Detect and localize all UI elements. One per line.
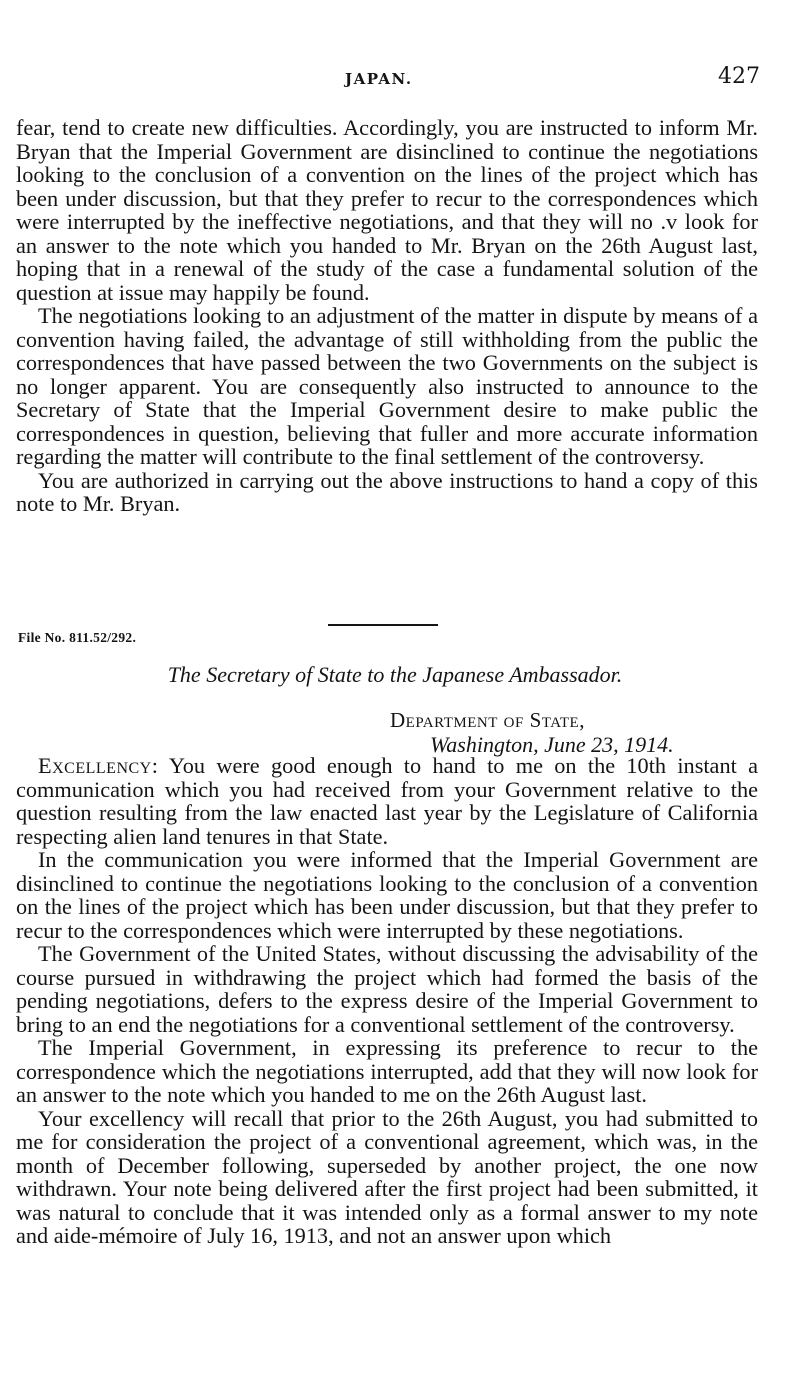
letter-body [16,754,758,1248]
paragraph: In the communication you were informed that the Imperial Government are disinclined to continue the negotiations looking to the conclusion of a convention on the lines of the project which has been under discussion, but that they prefer to recur to the correspondences which were interrupted by these negotiations. [16,847,758,943]
paragraph: You are authorized in carrying out the above instructions to hand a copy of this note to Mr. Bryan. [16,467,758,516]
opening-paragraph [16,754,758,848]
paragraph: The Imperial Government, in expressing its preference to recur to the correspondence which the negotiations interrupted, add that they will now look for an answer to the note which you handed to me on the 26th August last. [16,1035,758,1107]
dateline: Washington, June 23, 1914. [430,732,674,757]
paragraph: Your excellency will recall that prior to the 26th August, you had submitted to me for consideration the project of a conventional agreement, which was, in the month of December following, superseded by another project, the one now withdrawn. Your note being delivered after the first project had been submitted, it was natural to conclude that it was intended only as a formal answer to my note and aide-mémoire of July 16, 1913, and not an answer upon which [16,1105,758,1248]
document-title: The Secretary of State to the Japanese Ambassador. [167,662,623,687]
paragraph: The negotiations looking to an adjustment of the matter in dispute by means of a convention having failed, the advantage of still withholding from the public the correspondences that have passed between the two Governments on the subject is no longer apparent. You are consequently also instructed to announce to the Secretary of State that the Imperial Government desire to make public the correspondences in question, believing that fuller and more accurate information regarding the matter will contribute to the final settlement of the controversy. [16,303,758,469]
running-head [0,64,790,94]
file-number: File No. 811.52/292. [18,630,137,645]
opening-paragraph-text: You were good enough to hand to me on the 10th instant a communication which you had received from your Government relative to the question resulting from the law enacted last year by the Legislature of California respecting alien land tenures in that State. [16,753,758,849]
continued-letter-text [16,116,758,516]
running-title: JAPAN. [345,70,413,88]
sender-department: Department of State, [390,708,585,732]
page-number: 427 [718,64,760,89]
continued-paragraph: fear, tend to create new difficulties. Accordingly, you are instructed to inform Mr. Bryan that the Imperial Government are disinclined to continue the negotiations looking to the conclusion of a convention on the lines of the project which has been under discussion, but that they prefer to recur to the correspondences which were interrupted by the ineffective negotiations, and that they will no .v look for an answer to the note which you handed to Mr. Bryan on the 26th August last, hoping that in a renewal of the study of the case a fundamental solution of the question at issue may happily be found. [16,115,758,305]
salutation: Excellency: [38,753,159,778]
paragraph: The Government of the United States, without discussing the advisability of the course pursued in withdrawing the project which had formed the basis of the pending negotiations, defers to the express desire of the Imperial Government to bring to an end the negotiations for a conventional settlement of the controversy. [16,941,758,1037]
section-divider [328,624,438,626]
